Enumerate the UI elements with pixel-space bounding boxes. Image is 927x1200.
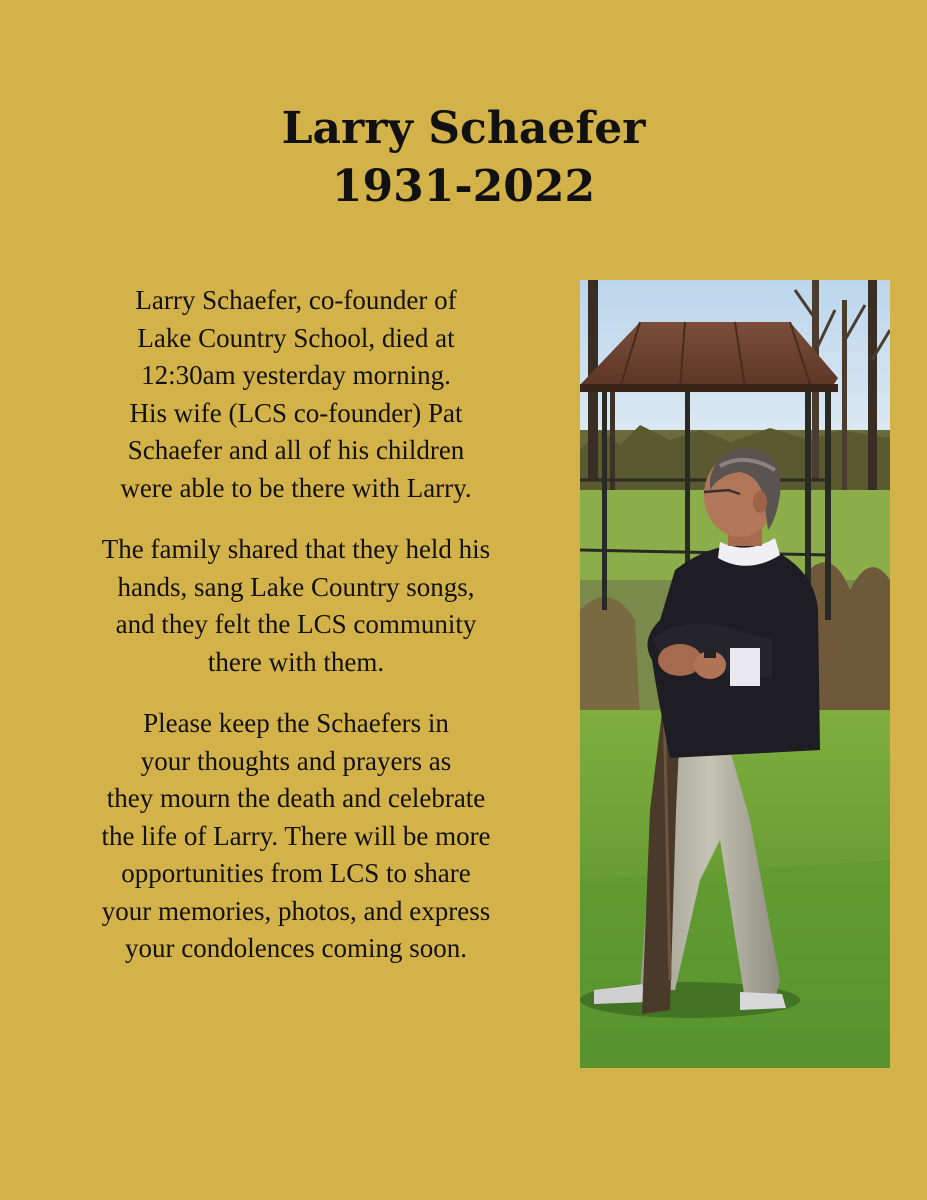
text-line: Schaefer and all of his children — [127, 435, 465, 465]
text-line: hands, sang Lake Country songs, — [117, 571, 475, 602]
text-line: Larry Schaefer, co-founder of — [135, 285, 457, 315]
text-line: opportunities from LCS to share — [121, 858, 471, 888]
text-line: your condolences coming soon. — [125, 933, 467, 963]
text-line: 12:30am yesterday morning. — [141, 360, 451, 390]
memorial-title — [0, 100, 927, 216]
text-line: there with them. — [207, 646, 385, 677]
text-line: Lake Country School, died at — [137, 322, 455, 353]
text-line: The family shared that they held his — [101, 534, 491, 564]
life-dates: 1931-2022 — [331, 161, 596, 212]
text-line: His wife (LCS co-founder) Pat — [129, 397, 463, 428]
text-line: your memories, photos, and express — [101, 895, 491, 926]
paragraph-family — [40, 531, 552, 681]
text-line: Please keep the Schaefers in — [143, 708, 449, 738]
text-line: the life of Larry. There will be more — [101, 820, 491, 851]
person-name: Larry Schaefer — [281, 103, 646, 154]
text-line: your thoughts and prayers as — [140, 745, 452, 776]
text-line: they mourn the death and celebrate — [106, 783, 486, 813]
text-line: and they felt the LCS community — [115, 609, 477, 639]
paragraph-request — [40, 705, 552, 968]
paragraph-announcement — [40, 282, 552, 507]
text-line: were able to be there with Larry. — [120, 472, 472, 503]
portrait-photo — [580, 280, 890, 1068]
memorial-body — [40, 282, 552, 992]
portrait-illustration — [580, 280, 890, 1068]
